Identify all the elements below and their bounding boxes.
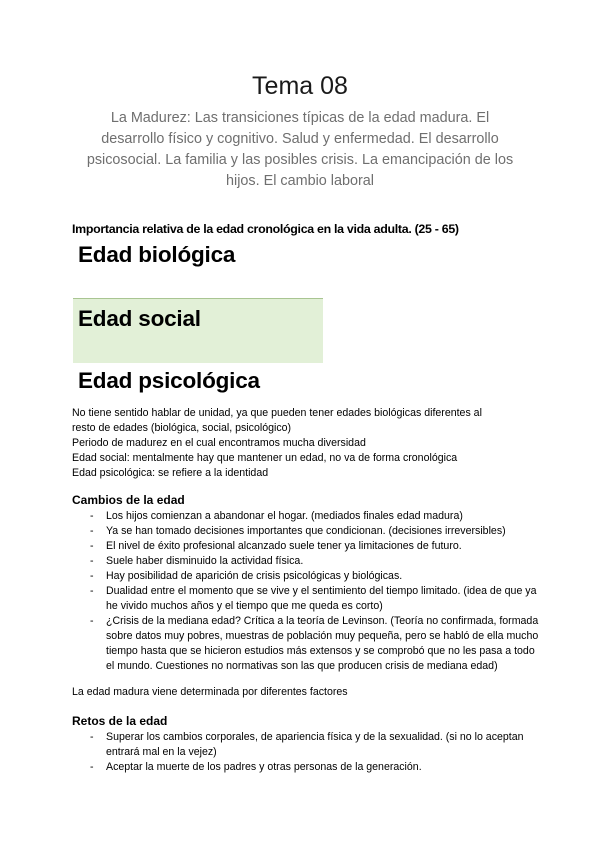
list-item: - Hay posibilidad de aparición de crisis psicológicas y biológicas. — [90, 570, 403, 582]
list-item: - ¿Crisis de la mediana edad? Crítica a la teoría de Levinson. (Teoría no confirmada, formada sobre datos muy pobres, muestras de población muy pequeña, pero se habló de ella mucho tiempo hasta que se hicieron estudios más extensos y se comprobó que no les pasa a todo el mundo. Cuestiones no normativas son las que producen crisis de mediana edad) — [90, 615, 539, 672]
cambios-footer — [72, 685, 532, 700]
dash-bullet: - — [90, 731, 94, 743]
list-item: - El nivel de éxito profesional alcanzado suele tener ya limitaciones de futuro. — [90, 540, 462, 552]
paragraph-line: Edad social: mentalmente hay que mantener un edad, no va de forma cronológica — [72, 452, 458, 464]
document-title: Tema 08 — [252, 72, 348, 100]
dash-bullet: - — [90, 615, 94, 627]
heading-retos: Retos de la edad — [72, 714, 168, 728]
heading-edad-social: Edad social — [78, 306, 201, 331]
document-subtitle: La Madurez: Las transiciones típicas de la edad madura. El desarrollo físico y cognitivo. Salud y enfermedad. El desarrollo psicosocial. La familia y las posibles crisis. La emancipación de los hijos. El cambio laboral — [86, 110, 514, 189]
dash-bullet: - — [90, 540, 94, 552]
list-item: - Aceptar la muerte de los padres y otras personas de la generación. — [90, 761, 422, 773]
section1-paragraph — [72, 406, 532, 481]
cambios-list — [72, 509, 542, 674]
dash-bullet: - — [90, 761, 94, 773]
heading-cambios: Cambios de la edad — [72, 493, 185, 507]
dash-bullet: - — [90, 510, 94, 522]
dash-bullet: - — [90, 555, 94, 567]
heading-edad-biologica: Edad biológica — [78, 242, 236, 267]
dash-bullet: - — [90, 525, 94, 537]
edad-social-highlight-box — [73, 298, 323, 363]
section-heading-importancia: Importancia relativa de la edad cronológica en la vida adulta. (25 - 65) — [72, 222, 459, 236]
list-item: - Dualidad entre el momento que se vive y el sentimiento del tiempo limitado. (idea de que ya he vivido muchos años y el tiempo que me queda es corto) — [90, 585, 537, 612]
paragraph-line: La edad madura viene determinada por diferentes factores — [72, 686, 348, 698]
list-item: - Suele haber disminuido la actividad física. — [90, 555, 304, 567]
heading-edad-psicologica: Edad psicológica — [78, 368, 260, 393]
list-item: - Los hijos comienzan a abandonar el hogar. (mediados finales edad madura) — [90, 510, 463, 522]
dash-bullet: - — [90, 585, 94, 597]
list-item: - Ya se han tomado decisiones importantes que condicionan. (decisiones irreversibles) — [90, 525, 506, 537]
retos-list — [72, 730, 542, 775]
paragraph-line: resto de edades (biológica, social, psicológico) — [72, 422, 292, 434]
dash-bullet: - — [90, 570, 94, 582]
paragraph-line: No tiene sentido hablar de unidad, ya que pueden tener edades biológicas diferentes al — [72, 407, 482, 419]
paragraph-line: Periodo de madurez en el cual encontramos mucha diversidad — [72, 437, 366, 449]
list-item: - Superar los cambios corporales, de apariencia física y de la sexualidad. (si no lo aceptan entrará mal en la vejez) — [90, 731, 524, 758]
paragraph-line: Edad psicológica: se refiere a la identidad — [72, 467, 269, 479]
